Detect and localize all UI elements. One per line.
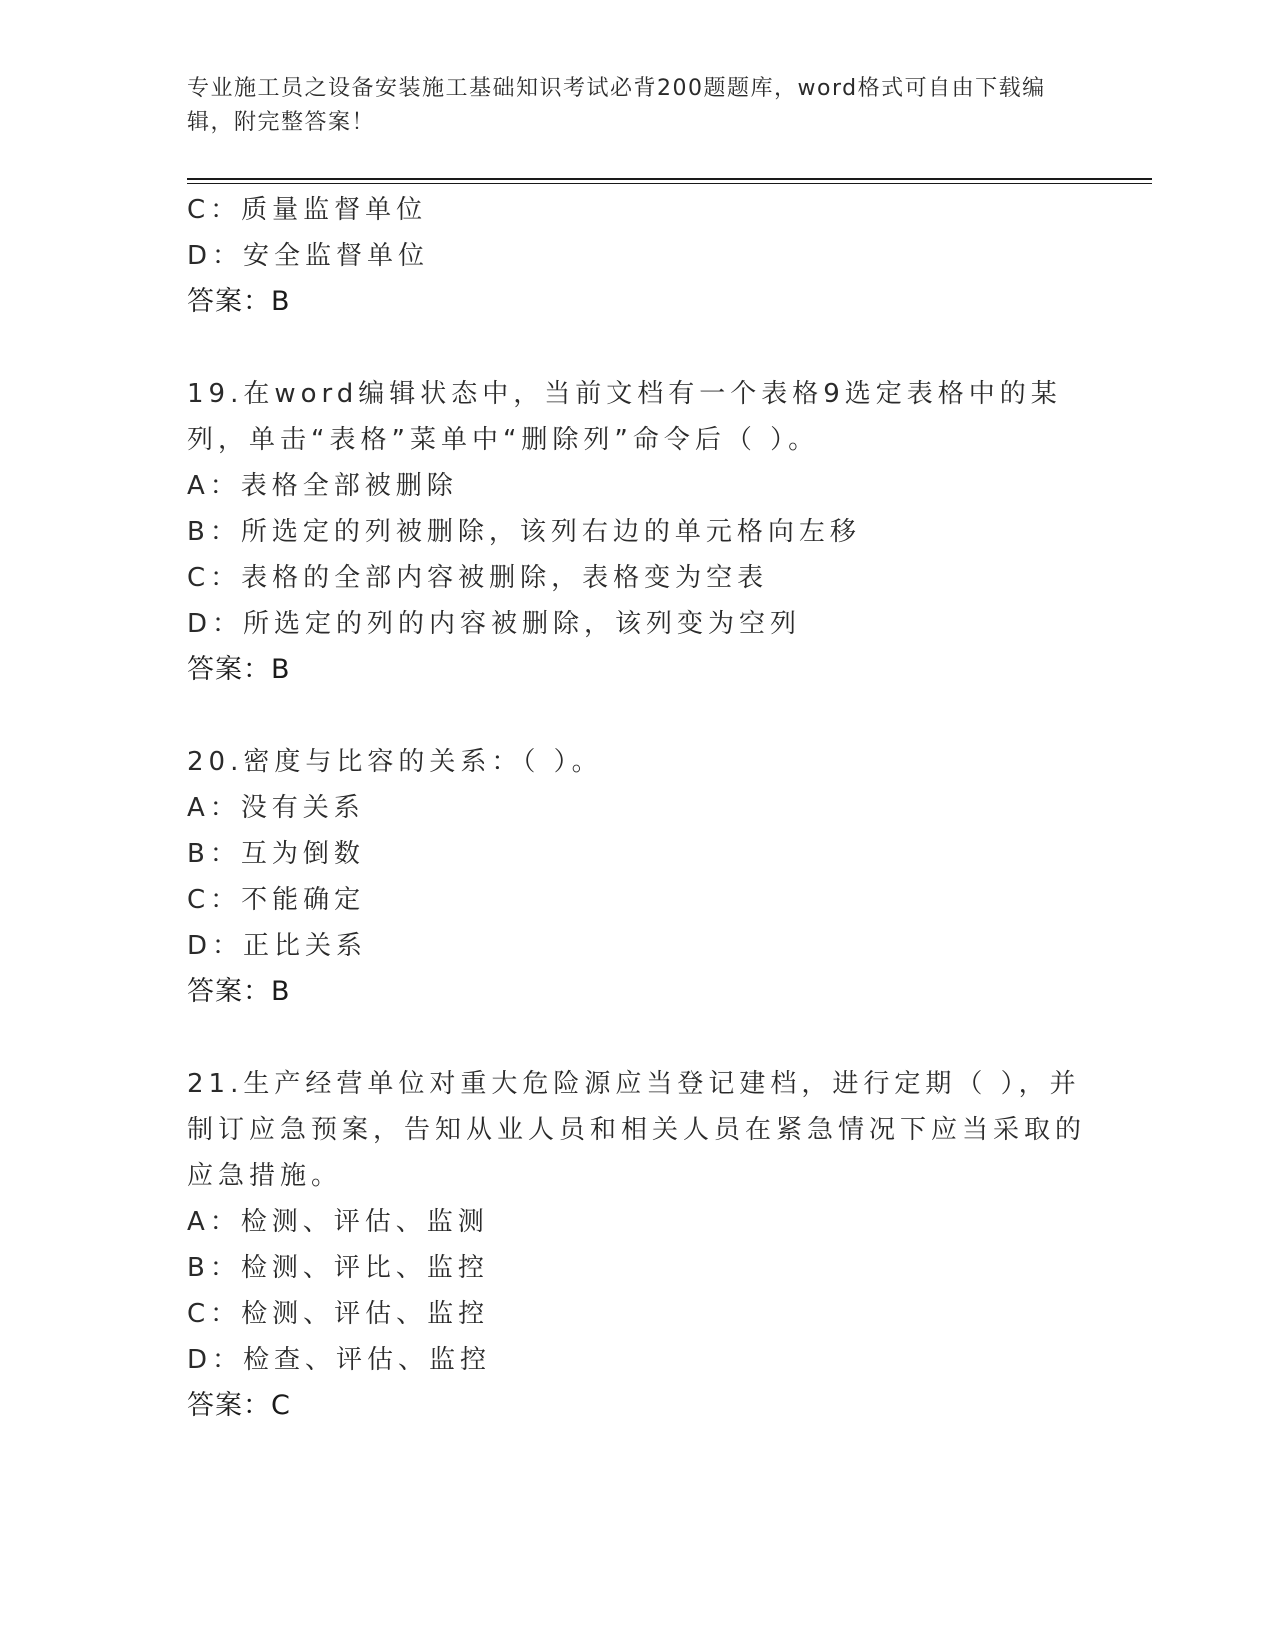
page-header: 专业施工员之设备安装施工基础知识考试必背200题题库，word格式可自由下载编辑，附完整答案！	[187, 76, 1046, 135]
answer-line: 答案：C	[187, 1390, 291, 1421]
option-d: D：正比关系	[187, 931, 368, 961]
answer-line: 答案：B	[187, 286, 291, 317]
answer-line: 答案：B	[187, 654, 291, 685]
question-text: 21.生产经营单位对重大危险源应当登记建档，进行定期（ ），并制订应急预案，告知从业人员和相关人员在紧急情况下应当采取的应急措施。	[187, 1069, 1087, 1191]
option-b: B：检测、评比、监控	[187, 1253, 489, 1283]
option-c: C：不能确定	[187, 885, 366, 915]
option-a: A：没有关系	[187, 793, 365, 823]
question-19	[187, 371, 1087, 693]
question-text: 20.密度与比容的关系：（ ）。	[187, 747, 603, 777]
option-d: D：所选定的列的内容被删除，该列变为空列	[187, 609, 802, 639]
option-a: A：表格全部被删除	[187, 471, 458, 501]
option-b: B：所选定的列被删除，该列右边的单元格向左移	[187, 517, 861, 547]
option-d: D：检查、评估、监控	[187, 1345, 492, 1375]
question-20	[187, 739, 1087, 1015]
option-c: C：表格的全部内容被删除，表格变为空表	[187, 563, 769, 593]
question-text: 19.在word编辑状态中，当前文档有一个表格9选定表格中的某列，单击“表格”菜单中“删除列”命令后（ ）。	[187, 379, 1062, 455]
previous-question-fragment	[187, 187, 1087, 325]
answer-line: 答案：B	[187, 976, 291, 1007]
option-c: C：质量监督单位	[187, 195, 428, 225]
option-a: A：检测、评估、监测	[187, 1207, 489, 1237]
option-d: D：安全监督单位	[187, 241, 430, 271]
option-c: C：检测、评估、监控	[187, 1299, 490, 1329]
header-rule-thick	[187, 178, 1152, 180]
question-21	[187, 1061, 1087, 1429]
document-body	[187, 187, 1087, 1429]
header-rule-thin	[187, 183, 1152, 184]
option-b: B：互为倒数	[187, 839, 365, 869]
